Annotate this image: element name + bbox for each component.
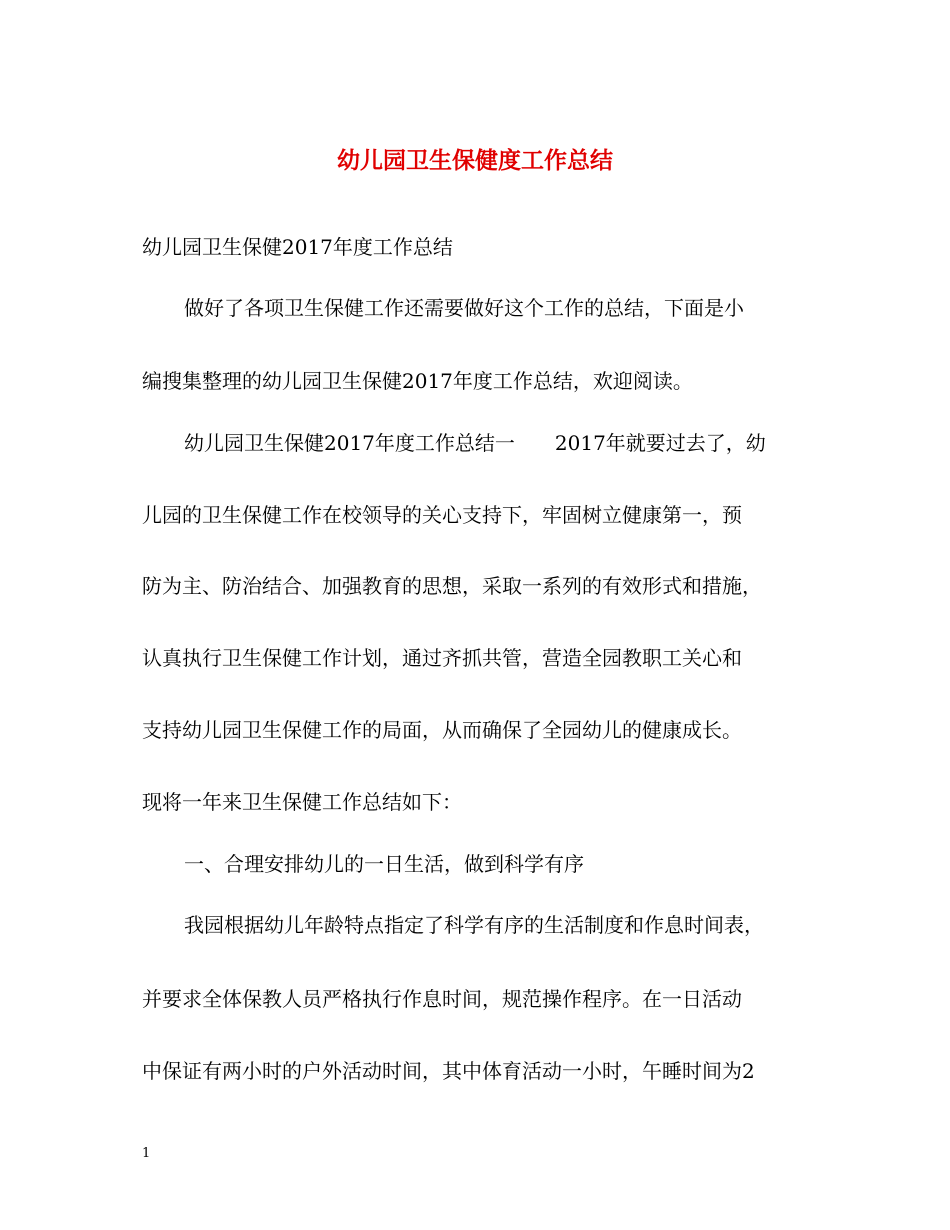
- section-heading: 一、合理安排幼儿的一日生活，做到科学有序: [184, 852, 584, 876]
- document-title: 幼儿园卫生保健度工作总结: [337, 147, 613, 174]
- paragraph-line: 做好了各项卫生保健工作还需要做好这个工作的总结，下面是小: [184, 296, 744, 320]
- paragraph-line: 现将一年来卫生保健工作总结如下：: [142, 790, 462, 814]
- paragraph-line: 防为主、防治结合、加强教育的思想，采取一系列的有效形式和措施，: [142, 574, 762, 598]
- paragraph-line: 编搜集整理的幼儿园卫生保健2017年度工作总结，欢迎阅读。: [142, 369, 693, 393]
- subtitle-line: 幼儿园卫生保健2017年度工作总结: [142, 235, 453, 259]
- paragraph-line: 并要求全体保教人员严格执行作息时间，规范操作程序。在一日活动: [142, 987, 742, 1011]
- paragraph-line: 幼儿园卫生保健2017年度工作总结一 2017年就要过去了，幼: [184, 431, 766, 455]
- paragraph-line: 支持幼儿园卫生保健工作的局面，从而确保了全园幼儿的健康成长。: [142, 718, 742, 742]
- paragraph-line: 我园根据幼儿年龄特点指定了科学有序的生活制度和作息时间表，: [184, 913, 764, 937]
- paragraph-line: 中保证有两小时的户外活动时间，其中体育活动一小时，午睡时间为2: [142, 1059, 755, 1083]
- page-number: 1: [142, 1146, 151, 1161]
- paragraph-line: 认真执行卫生保健工作计划，通过齐抓共管，营造全园教职工关心和: [142, 646, 742, 670]
- paragraph-line: 儿园的卫生保健工作在校领导的关心支持下，牢固树立健康第一，预: [142, 503, 742, 527]
